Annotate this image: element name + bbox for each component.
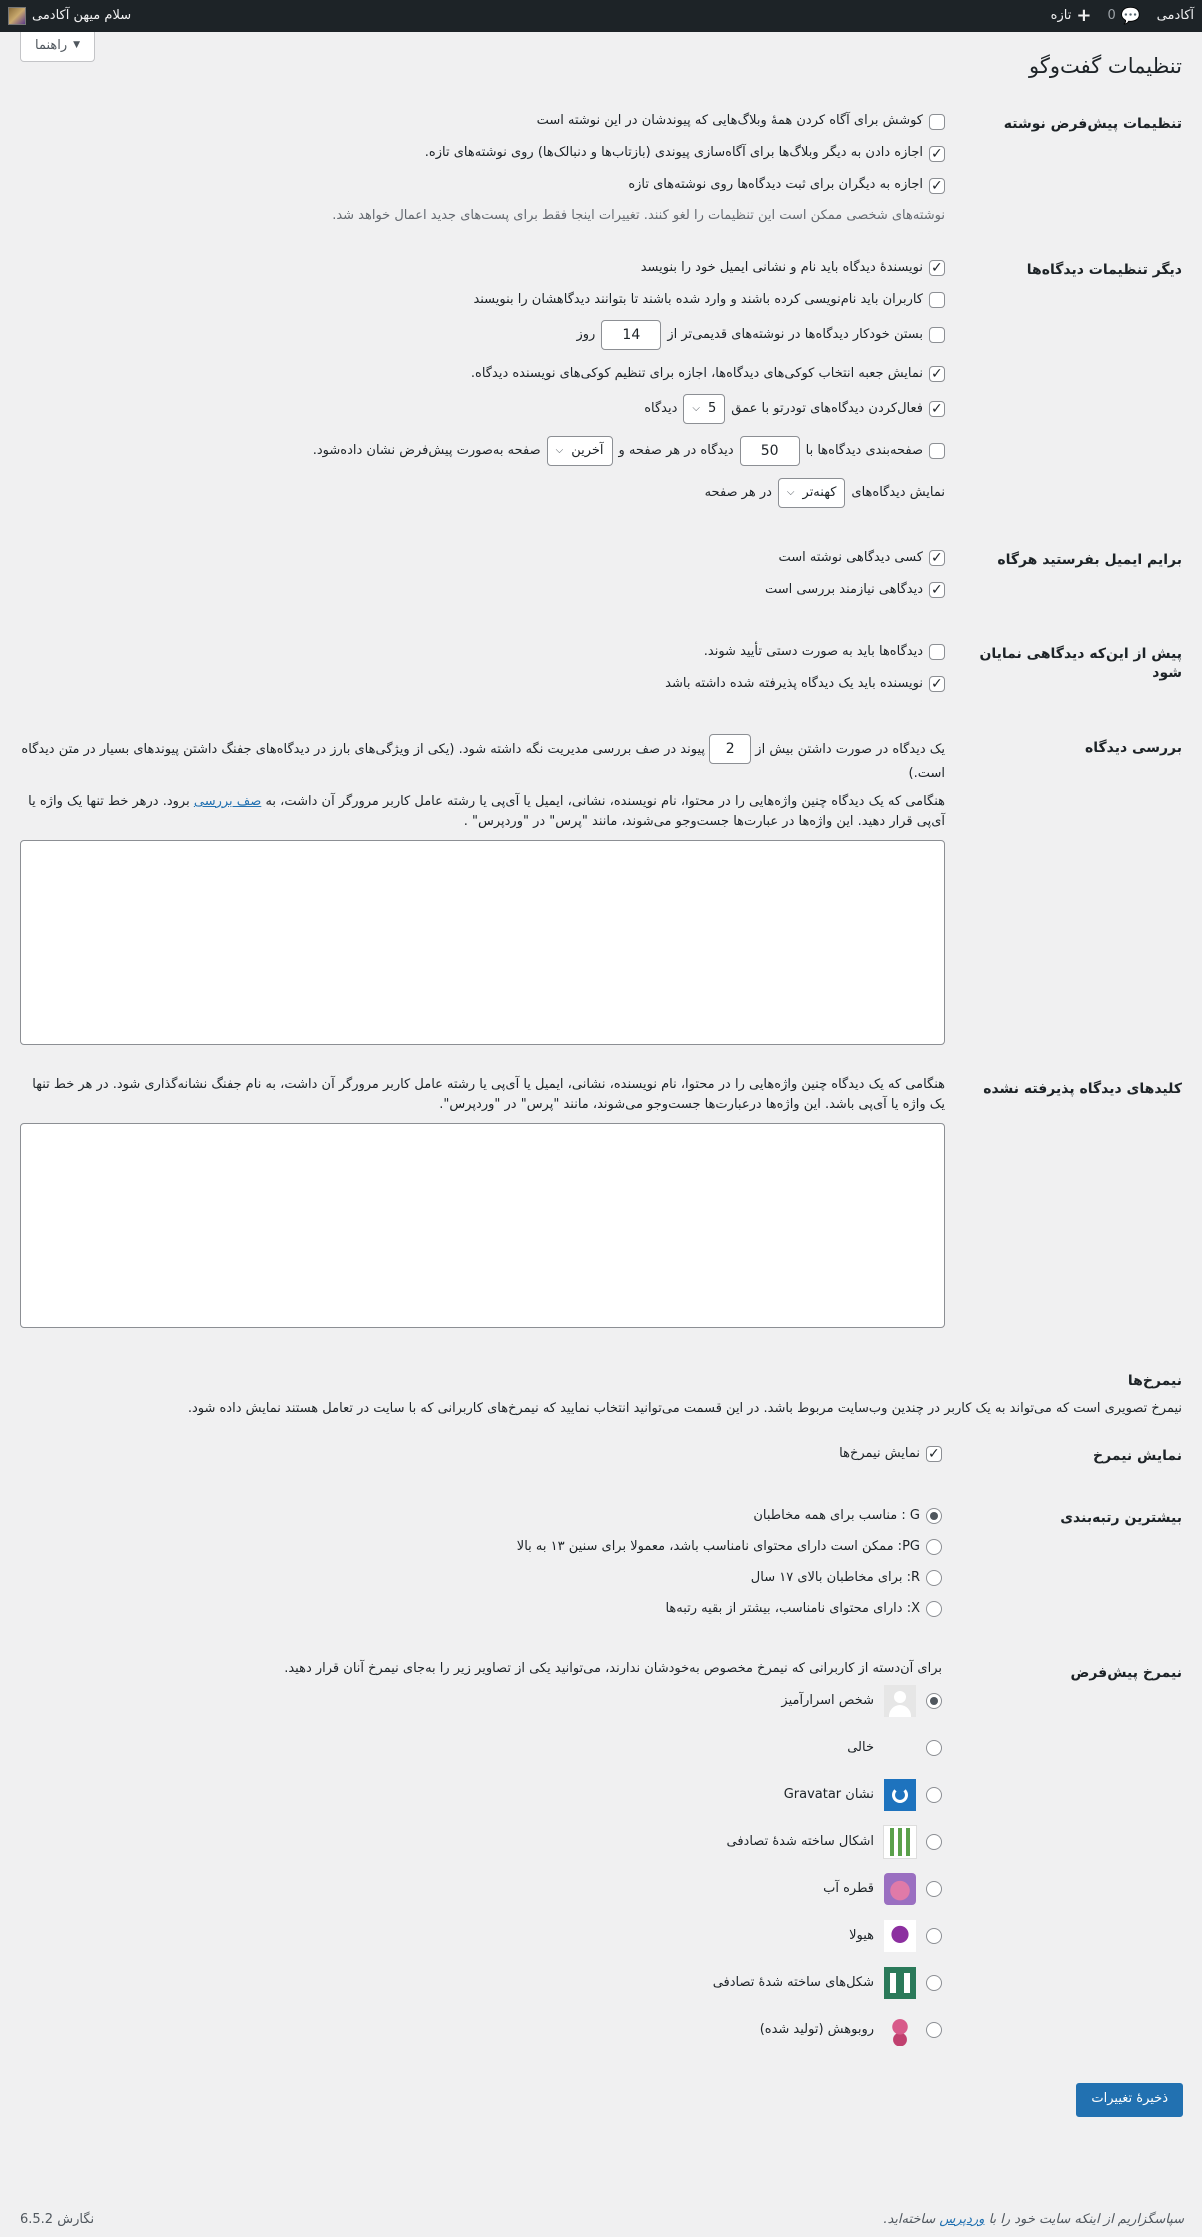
checkbox[interactable] bbox=[929, 114, 945, 130]
option-label: نمایش دیدگاه‌های bbox=[851, 484, 945, 500]
option-suffix: دیدگاه bbox=[644, 400, 678, 416]
footer-thanks bbox=[883, 2210, 1184, 2230]
avatar-settings-table bbox=[20, 1427, 1182, 2076]
close-days-input[interactable]: 14 bbox=[601, 320, 661, 350]
chevron-down-icon: ⌵ bbox=[692, 402, 700, 414]
checkbox-checked[interactable] bbox=[929, 146, 945, 162]
robohash-icon bbox=[884, 2014, 916, 2046]
disallowed-keys-description: هنگامی که یک دیدگاه چنین واژه‌هایی را در محتوا، نام نویسنده، نشانی، ایمیل یا آی‌پی یا رشته عامل کاربر مرورگر آن داشت، به نام جفنگ نشانه‌گذاری شود. در هر خط تنها یک واژه یا آی‌پی باشد. این واژه‌ها درعبارت‌ها جست‌وجو می‌شوند، مانند "پرس" در "وردپرس". bbox=[32, 1077, 945, 1113]
rating-option-x[interactable] bbox=[20, 1597, 942, 1621]
option-close-comments[interactable] bbox=[20, 320, 945, 350]
option-moderation-notify[interactable] bbox=[20, 578, 945, 602]
option-comment-moderation[interactable] bbox=[20, 640, 945, 664]
default-avatar-option[interactable] bbox=[20, 1826, 942, 1858]
radio[interactable] bbox=[926, 2022, 942, 2038]
radio-selected[interactable] bbox=[926, 1508, 942, 1524]
text-fragment: هنگامی که یک دیدگاه چنین واژه‌هایی را در محتوا، نام نویسنده، نشانی، ایمیل یا آی‌پی یا رشته عامل کاربر مرورگر آن داشت، به bbox=[265, 793, 945, 809]
default-avatar-option[interactable] bbox=[20, 2014, 942, 2046]
blank-icon bbox=[884, 1732, 916, 1764]
option-label: نویسندهٔ دیدگاه باید نام و نشانی ایمیل خود را بنویسد bbox=[640, 259, 923, 275]
rating-option-pg[interactable] bbox=[20, 1535, 942, 1559]
radio[interactable] bbox=[926, 1601, 942, 1617]
option-label: اجازه به دیگران برای ثبت دیدگاه‌ها روی نوشته‌های تازه bbox=[628, 177, 923, 193]
moderation-links-text bbox=[20, 734, 945, 784]
option-comment-order bbox=[20, 478, 945, 508]
option-label: کسی دیدگاهی نوشته است bbox=[778, 549, 923, 565]
admin-bar-site-name[interactable] bbox=[32, 0, 131, 32]
default-avatar-option[interactable] bbox=[20, 1967, 942, 1999]
label-moderation: بررسی دیدگاه bbox=[1084, 739, 1182, 756]
select-value: آخرین bbox=[571, 442, 604, 458]
checkbox-checked[interactable] bbox=[929, 582, 945, 598]
comment-count: 0 bbox=[1107, 7, 1116, 23]
page-title: تنظیمات گفت‌وگو bbox=[1029, 54, 1182, 78]
option-thread-comments[interactable] bbox=[20, 394, 945, 424]
option-suffix: صفحه به‌صورت پیش‌فرض نشان داده‌شود. bbox=[312, 442, 541, 458]
option-label-mid: دیدگاه در هر صفحه و bbox=[618, 442, 734, 458]
option-pingback-flag[interactable] bbox=[20, 110, 945, 134]
rating-label: X: دارای محتوای نامناسب، بیشتر از بقیه رتبه‌ها bbox=[665, 1601, 920, 1617]
option-pingback-status[interactable] bbox=[20, 142, 945, 166]
admin-bar bbox=[0, 0, 1202, 32]
radio[interactable] bbox=[926, 1539, 942, 1555]
radio[interactable] bbox=[926, 1740, 942, 1756]
avatar-option-label: شخص اسرارآمیز bbox=[781, 1693, 874, 1709]
checkbox-checked[interactable] bbox=[929, 178, 945, 194]
moderation-queue-link[interactable]: صف بررسی bbox=[193, 793, 262, 809]
retro-icon bbox=[884, 1967, 916, 1999]
gravatar-logo-icon bbox=[884, 1779, 916, 1811]
rating-label: G : مناسب برای همه مخاطبان bbox=[753, 1508, 920, 1524]
label-other-comments: دیگر تنظیمات دیدگاه‌ها bbox=[1026, 261, 1182, 278]
label-default-avatar: نیمرخ پیش‌فرض bbox=[1070, 1665, 1182, 1682]
option-page-comments[interactable] bbox=[20, 436, 945, 466]
save-changes-button[interactable]: ذخیرهٔ تغییرات bbox=[1076, 2083, 1183, 2117]
checkbox[interactable] bbox=[929, 443, 945, 459]
wavatar-icon bbox=[884, 1873, 916, 1905]
label-default-post: تنظیمات پیش‌فرض نوشته bbox=[1003, 115, 1182, 132]
label-show-avatars: نمایش نیمرخ bbox=[1093, 1448, 1182, 1465]
row-moderation bbox=[20, 719, 1182, 1060]
option-suffix: در هر صفحه bbox=[704, 484, 772, 500]
mystery-person-icon bbox=[884, 1685, 916, 1717]
row-other-comments bbox=[20, 241, 1182, 531]
option-label: فعال‌کردن دیدگاه‌های تودرتو با عمق bbox=[731, 400, 923, 416]
default-avatar-option[interactable] bbox=[20, 1920, 942, 1952]
default-avatar-description: برای آن‌دسته از کاربرانی که نیمرخ مخصوص به‌خودشان ندارند، می‌توانید یکی از تصاویر زیر را به‌جای نیمرخ آنان قرار دهید. bbox=[284, 1661, 942, 1677]
disallowed-keys-textarea[interactable] bbox=[20, 1123, 945, 1328]
avatar-option-label: قطره آب bbox=[823, 1881, 874, 1897]
radio[interactable] bbox=[926, 1975, 942, 1991]
rating-label: R: برای مخاطبان بالای ۱۷ سال bbox=[750, 1570, 920, 1586]
row-show-avatars bbox=[20, 1427, 1182, 1489]
option-comment-status[interactable] bbox=[20, 174, 945, 198]
rating-option-g[interactable] bbox=[20, 1504, 942, 1528]
text-fragment: پیوند در صف بررسی مدیریت نگه داشته شود. (یکی از ویژگی‌های بارز در دیدگاه‌های جفنگ داشتن پیوندهای بسیار در متن دیدگاه است.) bbox=[21, 741, 945, 781]
checkbox-checked[interactable] bbox=[929, 676, 945, 692]
radio[interactable] bbox=[926, 1787, 942, 1803]
radio[interactable] bbox=[926, 1881, 942, 1897]
avatar-option-label: روبوهش (تولید شده) bbox=[759, 2022, 874, 2038]
avatars-heading: نیمرخ‌ها bbox=[1127, 1373, 1182, 1390]
text-fragment: یک دیدگاه در صورت داشتن بیش از bbox=[755, 741, 945, 757]
default-post-note: نوشته‌های شخصی ممکن است این تنظیمات را لغو کنند. تغییرات اینجا فقط برای پست‌های جدید اعمال خواهد شد. bbox=[332, 207, 945, 223]
label-before-appears: پیش از این‌که دیدگاهی نمایان شود bbox=[979, 645, 1182, 682]
row-disallowed-keys bbox=[20, 1060, 1182, 1343]
label-email-me: برایم ایمیل بفرستید هرگاه bbox=[997, 551, 1182, 568]
default-avatar-option[interactable] bbox=[20, 1873, 942, 1905]
account-name: آکادمی bbox=[1156, 7, 1194, 23]
text-fragment: سپاسگزاریم از اینکه سایت خود را با bbox=[988, 2212, 1184, 2227]
option-label: نمایش جعبه انتخاب کوکی‌های دیدگاه‌ها، اجازه برای تنظیم کوکی‌های نویسنده دیدگاه. bbox=[470, 365, 923, 381]
option-label: دیدگاهی نیازمند بررسی است bbox=[764, 581, 923, 597]
settings-wrap bbox=[20, 32, 1182, 2076]
text-fragment: برود. درهر خط تنها یک واژه یا آی‌پی قرار دهید. این واژه‌ها در عبارت‌ها جست‌وجو می‌شوند، مانند "پرس" در "وردپرس" . bbox=[28, 793, 945, 829]
checkbox-checked[interactable] bbox=[926, 1446, 942, 1462]
checkbox-checked[interactable] bbox=[929, 260, 945, 276]
option-label: اجازه دادن به دیگر وبلاگ‌ها برای آگاه‌سازی پیوندی (بازتاب‌ها و دنبالک‌ها) روی نوشته‌های تازه. bbox=[424, 145, 923, 161]
checkbox[interactable] bbox=[929, 292, 945, 308]
option-previously-approved[interactable] bbox=[20, 672, 945, 696]
user-avatar-icon[interactable] bbox=[8, 7, 26, 25]
row-default-post bbox=[20, 95, 1182, 241]
avatar-option-label: هیولا bbox=[849, 1928, 874, 1944]
option-registration-required[interactable] bbox=[20, 288, 945, 312]
admin-bar-account[interactable] bbox=[1149, 0, 1202, 32]
admin-bar-new[interactable] bbox=[1043, 0, 1100, 32]
option-show-cookies-opt-in[interactable] bbox=[20, 362, 945, 386]
avatar-option-label: اشکال ساخته شدهٔ تصادفی bbox=[726, 1834, 874, 1850]
checkbox-checked[interactable] bbox=[929, 401, 945, 417]
option-label: نویسنده باید یک دیدگاه پذیرفته شده داشته باشد bbox=[665, 675, 923, 691]
wordpress-link[interactable]: وردپرس bbox=[939, 2212, 985, 2227]
rating-option-r[interactable] bbox=[20, 1566, 942, 1590]
select-value: 5 bbox=[707, 400, 717, 416]
monsterid-icon bbox=[884, 1920, 916, 1952]
option-label: کوشش برای آگاه کردن همهٔ وبلاگ‌هایی که پیوندشان در این نوشته است bbox=[536, 113, 923, 129]
option-label: نمایش نیمرخ‌ها bbox=[839, 1446, 920, 1462]
label-avatar-rating: بیشترین رتبه‌بندی bbox=[1060, 1510, 1182, 1527]
default-avatar-option[interactable] bbox=[20, 1779, 942, 1811]
option-label: صفحه‌بندی دیدگاه‌ها با bbox=[805, 442, 923, 458]
row-default-avatar bbox=[20, 1644, 1182, 2076]
row-avatar-rating bbox=[20, 1489, 1182, 1644]
default-avatar-option[interactable] bbox=[20, 1732, 942, 1764]
discussion-settings-table bbox=[20, 95, 1182, 1344]
plus-icon: + bbox=[1076, 5, 1092, 27]
select-value: کهنه‌تر bbox=[802, 484, 837, 500]
days-label: روز bbox=[576, 326, 596, 342]
rating-label: PG: ممکن است دارای محتوای نامناسب باشد، معمولا برای سنین ۱۳ به بالا bbox=[516, 1539, 920, 1555]
checkbox[interactable] bbox=[929, 644, 945, 660]
option-require-name-email[interactable] bbox=[20, 256, 945, 280]
help-tab-label: راهنما bbox=[35, 38, 68, 53]
radio[interactable] bbox=[926, 1834, 942, 1850]
avatars-intro: نیمرخ تصویری است که می‌تواند به یک کاربر در چندین وب‌سایت مربوط باشد. در این قسمت می‌توانید انتخاب نمایید که نیمرخ‌های کاربرانی که با سایت در تعامل هستند نمایش داده شود. bbox=[187, 1401, 1182, 1417]
text-fragment: ساخته‌اید. bbox=[883, 2212, 936, 2227]
option-label: کاربران باید نام‌نویسی کرده باشند و وارد شده باشند تا بتوانند دیدگاهشان را بنویسند bbox=[473, 291, 923, 307]
site-name: سلام میهن آکادمی bbox=[32, 7, 132, 23]
checkbox[interactable] bbox=[929, 327, 945, 343]
comments-per-page-input[interactable]: 50 bbox=[740, 436, 800, 466]
chevron-down-icon: ⌵ bbox=[786, 486, 795, 498]
row-before-appears bbox=[20, 625, 1182, 719]
avatar-option-label: شکل‌های ساخته شدهٔ تصادفی bbox=[712, 1975, 874, 1991]
option-label: دیدگاه‌ها باید به صورت دستی تأیید شوند. bbox=[703, 643, 923, 659]
chevron-down-icon: ⌵ bbox=[555, 444, 564, 456]
footer bbox=[0, 2210, 1202, 2230]
comment-bubble-icon: 💬 bbox=[1120, 5, 1141, 25]
checkbox-checked[interactable] bbox=[929, 366, 945, 382]
moderation-keys-textarea[interactable] bbox=[20, 840, 945, 1045]
radio-selected[interactable] bbox=[926, 1693, 942, 1709]
option-label: بستن خودکار دیدگاه‌ها در نوشته‌های قدیمی‌تر از bbox=[667, 326, 923, 342]
admin-bar-comments[interactable] bbox=[1099, 0, 1148, 32]
radio[interactable] bbox=[926, 1570, 942, 1586]
default-comments-page-select[interactable] bbox=[547, 436, 613, 466]
option-comments-notify[interactable] bbox=[20, 546, 945, 570]
identicon-icon bbox=[884, 1826, 916, 1858]
option-show-avatars[interactable] bbox=[20, 1442, 942, 1466]
row-email-me bbox=[20, 531, 1182, 625]
caret-down-icon: ▼ bbox=[73, 40, 81, 51]
avatar-option-label: نشان Gravatar bbox=[783, 1787, 874, 1803]
moderation-keys-description bbox=[20, 792, 945, 832]
checkbox-checked[interactable] bbox=[929, 550, 945, 566]
thread-depth-select[interactable] bbox=[683, 394, 725, 424]
label-disallowed-keys: کلیدهای دیدگاه پذیرفته نشده bbox=[983, 1081, 1182, 1098]
default-avatar-option[interactable] bbox=[20, 1685, 942, 1717]
footer-version: نگارش 6.5.2 bbox=[20, 2212, 95, 2227]
avatar-option-label: خالی bbox=[847, 1740, 874, 1756]
radio[interactable] bbox=[926, 1928, 942, 1944]
new-label: تازه bbox=[1050, 7, 1072, 23]
moderation-links-input[interactable]: 2 bbox=[709, 734, 751, 764]
comment-order-select[interactable] bbox=[778, 478, 845, 508]
